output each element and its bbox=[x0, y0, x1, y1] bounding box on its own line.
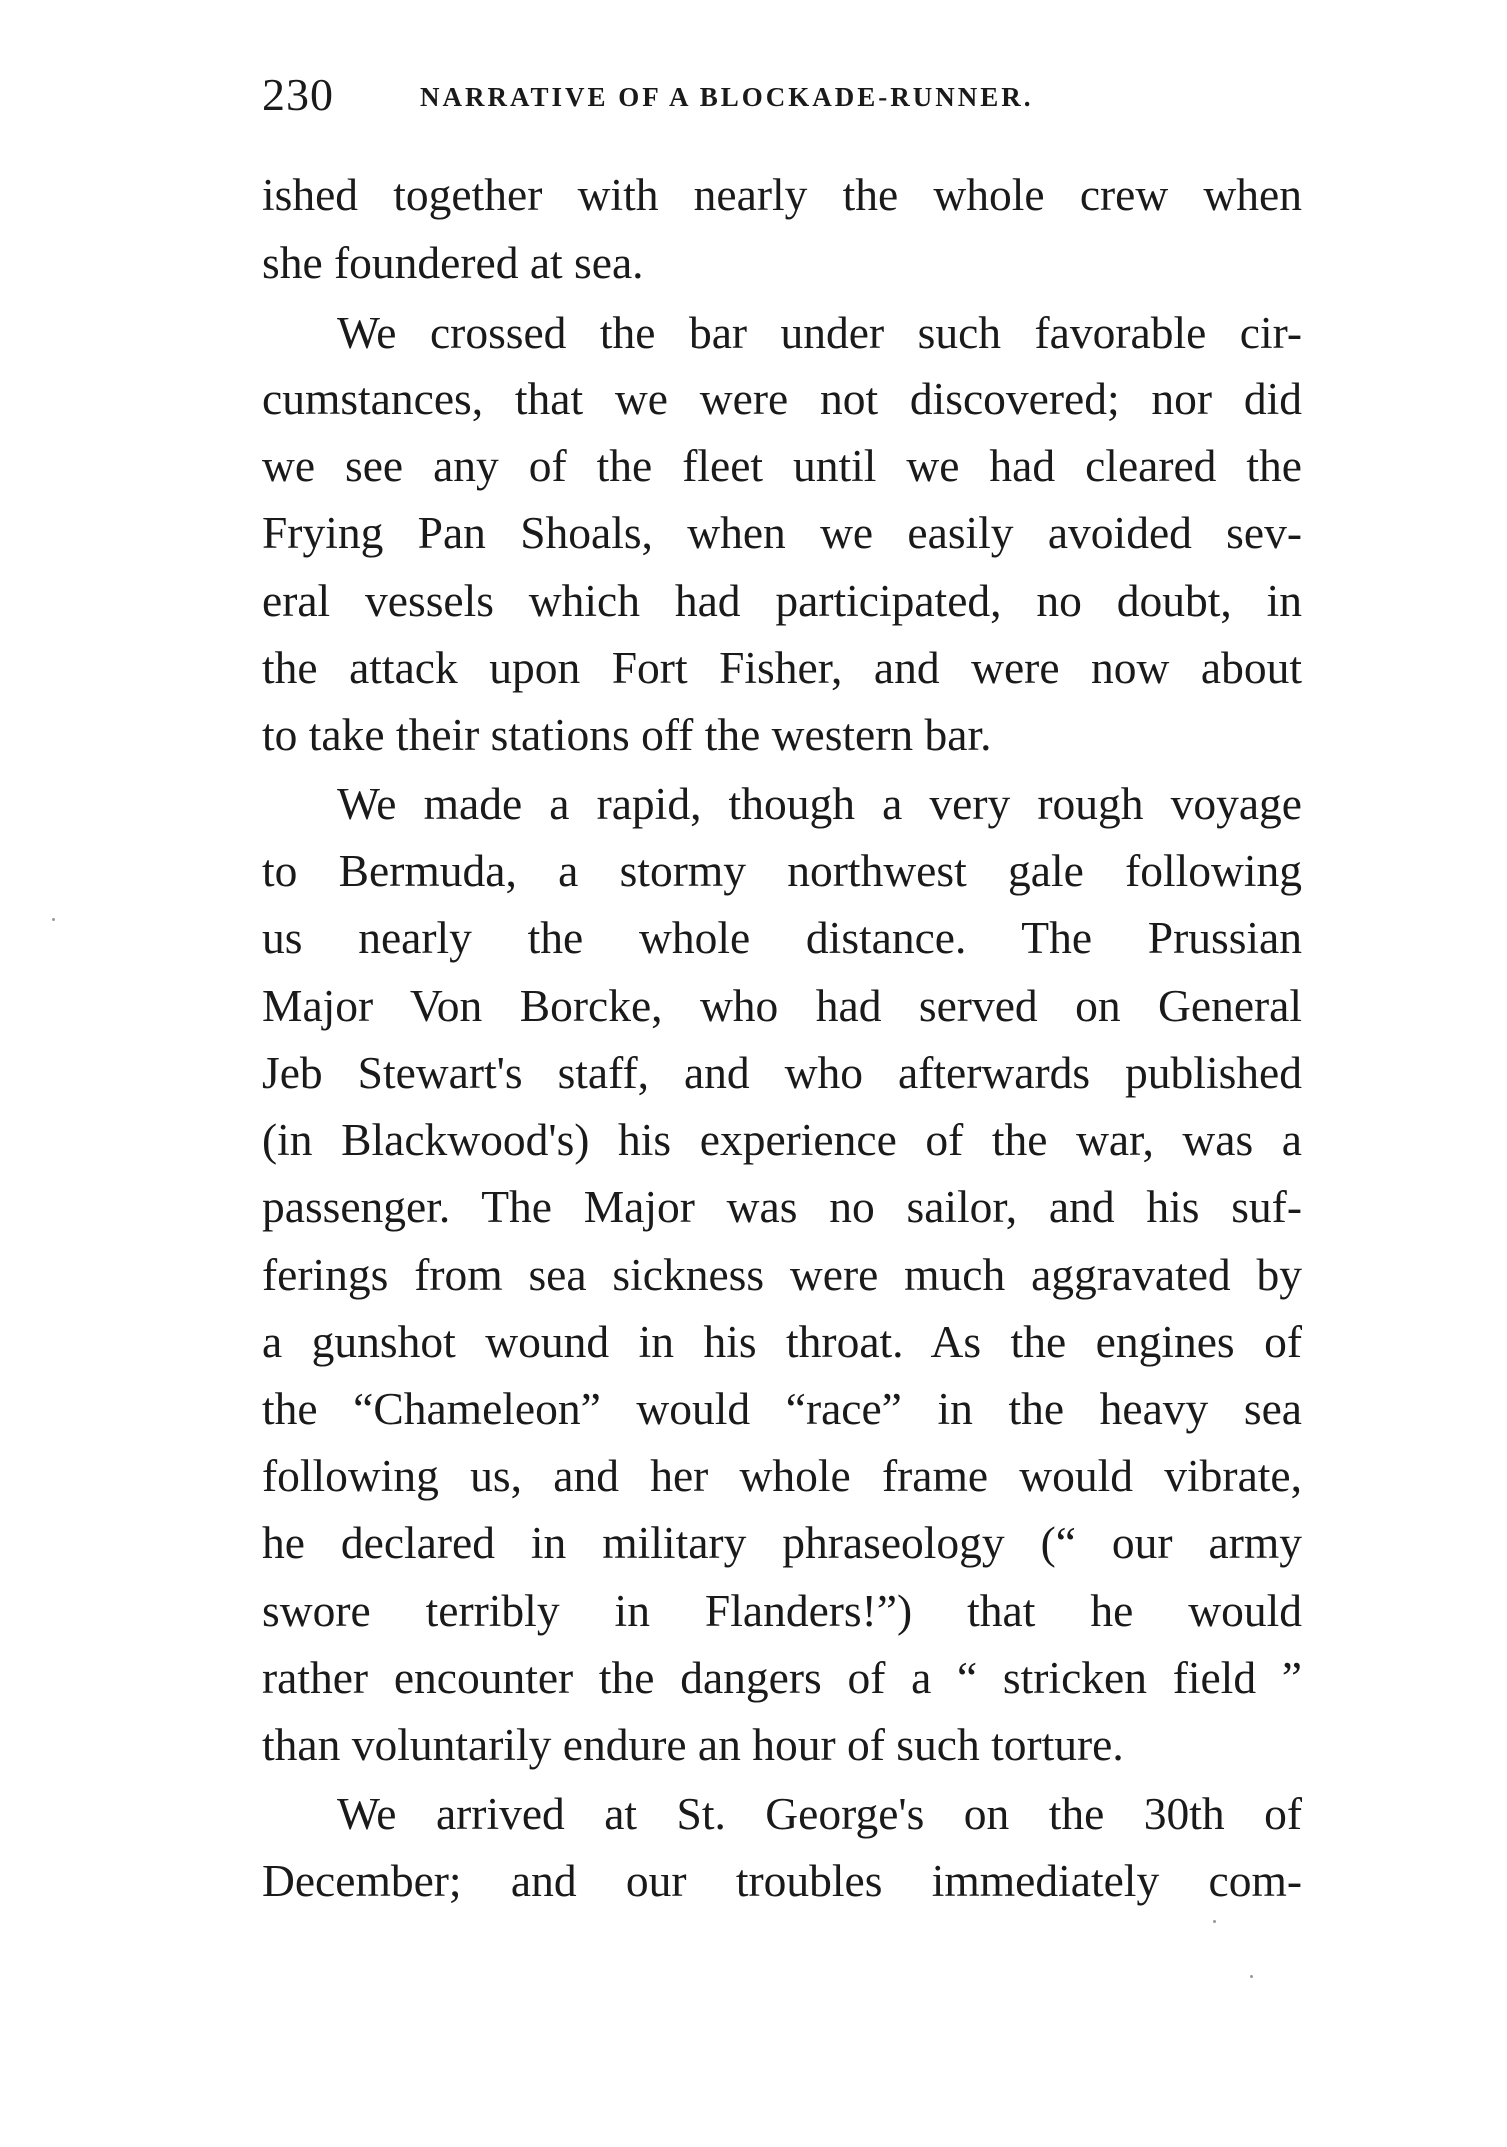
text-line: ished together with nearly the whole crew when bbox=[262, 169, 1302, 220]
text-line: ferings from sea sickness were much aggravated by bbox=[262, 1249, 1302, 1300]
text-line: than voluntarily endure an hour of such torture. bbox=[262, 1719, 1124, 1770]
text-line: the “Chameleon” would “race” in the heavy sea bbox=[262, 1383, 1302, 1434]
paper-speck bbox=[52, 918, 55, 921]
text-line: Jeb Stewart's staff, and who afterwards published bbox=[262, 1047, 1302, 1098]
text-line: he declared in military phraseology (“ our army bbox=[262, 1517, 1302, 1568]
running-title: NARRATIVE OF A BLOCKADE-RUNNER. bbox=[420, 82, 1034, 112]
text-line: swore terribly in Flanders!”) that he would bbox=[262, 1585, 1302, 1636]
text-line: Major Von Borcke, who had served on General bbox=[262, 980, 1302, 1031]
text-line: Frying Pan Shoals, when we easily avoided sev- bbox=[262, 507, 1302, 558]
text-line: cumstances, that we were not discovered; nor did bbox=[262, 373, 1302, 424]
text-line: We made a rapid, though a very rough voyage bbox=[337, 778, 1302, 829]
text-line: December; and our troubles immediately com- bbox=[262, 1855, 1302, 1906]
text-line: us nearly the whole distance. The Prussian bbox=[262, 912, 1302, 963]
text-line: We arrived at St. George's on the 30th of bbox=[337, 1788, 1302, 1839]
text-line: the attack upon Fort Fisher, and were now about bbox=[262, 642, 1302, 693]
paper-speck bbox=[1213, 1920, 1216, 1923]
text-line: rather encounter the dangers of a “ stricken field ” bbox=[262, 1652, 1302, 1703]
text-line: passenger. The Major was no sailor, and his suf- bbox=[262, 1181, 1302, 1232]
text-line: to take their stations off the western bar. bbox=[262, 709, 992, 760]
text-line: she foundered at sea. bbox=[262, 237, 644, 288]
text-line: eral vessels which had participated, no doubt, in bbox=[262, 575, 1302, 626]
page-number: 230 bbox=[262, 69, 334, 120]
running-head bbox=[262, 68, 1292, 138]
text-line: we see any of the fleet until we had cleared the bbox=[262, 440, 1302, 491]
text-line: following us, and her whole frame would vibrate, bbox=[262, 1450, 1302, 1501]
text-line: a gunshot wound in his throat. As the engines of bbox=[262, 1316, 1302, 1367]
text-line: We crossed the bar under such favorable cir- bbox=[337, 307, 1302, 358]
text-line: (in Blackwood's) his experience of the war, was a bbox=[262, 1114, 1302, 1165]
text-line: to Bermuda, a stormy northwest gale following bbox=[262, 845, 1302, 896]
paper-speck bbox=[1250, 1975, 1253, 1978]
